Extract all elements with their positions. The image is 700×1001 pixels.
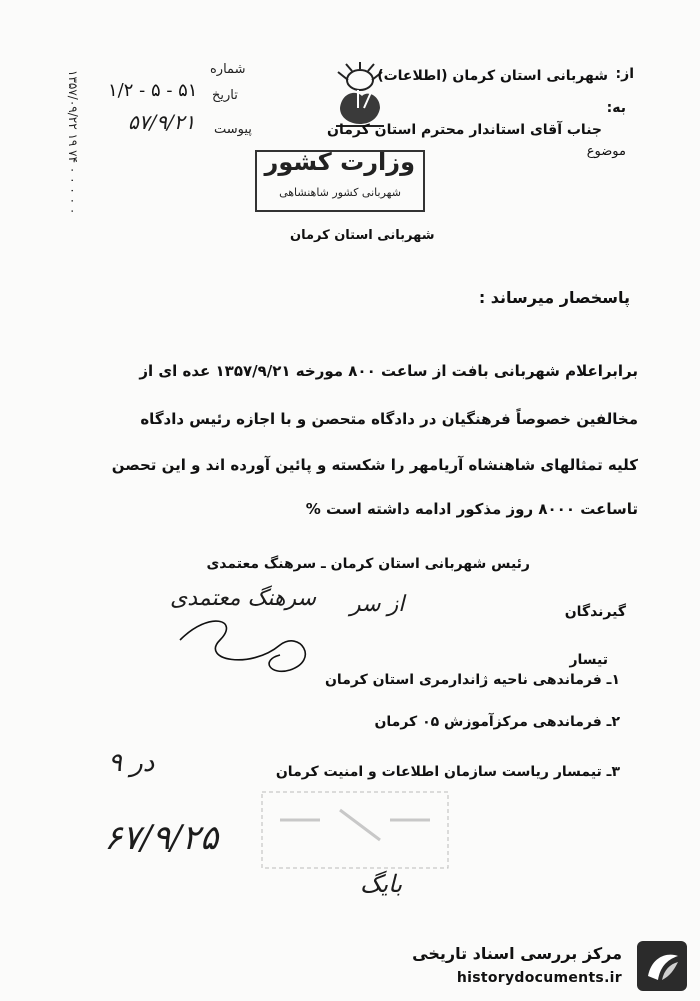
from-label: از: <box>615 66 634 82</box>
faded-stamp-mark <box>260 790 450 870</box>
date-value: ۵۷/۹/۲۱ <box>128 110 196 134</box>
handwritten-initials: از سر <box>350 592 405 617</box>
signature-flourish <box>170 600 410 680</box>
signature-title: رئیس شهربانی استان کرمان ـ سرهنگ معتمدی <box>206 556 530 572</box>
margin-archive-code: ۱۳۵۷/۰۹/۲۲ ۱۹ ۷۴ ۰ ۰ ۰ ۰ ۰ <box>66 70 80 215</box>
handwritten-signature: سرهنگ معتمدی <box>170 586 317 611</box>
issuer-line: شهربانی استان کرمان <box>290 228 435 243</box>
margin-note-hand: در ۹ <box>108 748 155 778</box>
body-line: کلیه تمثالهای شاهنشاه آریامهر را شکسته و پائین آورده اند و این تحصن <box>111 456 638 474</box>
date-label: تاریخ <box>212 88 238 103</box>
to-value: جناب آقای استاندار محترم استان کرمان <box>327 122 602 138</box>
recipients-label: گیرندگان <box>564 604 626 620</box>
body-line: تاساعت ۸۰۰۰ روز مذکور ادامه داشته است % <box>305 500 638 518</box>
margin-date-hand: ۶۷/۹/۲۵ <box>104 818 219 858</box>
archive-logo-icon <box>636 940 688 992</box>
cc-label: تیسار <box>569 652 608 668</box>
watermark-url[interactable]: historydocuments.ir <box>456 970 622 986</box>
body-line: برابراعلام شهربانی بافت از ساعت ۸۰۰ مورخه ۱۳۵۷/۹/۲۱ عده ای از <box>139 362 638 380</box>
attachment-label: پیوست <box>214 122 252 137</box>
body-line: مخالفین خصوصاً فرهنگیان در دادگاه متحصن و با اجازه رئیس دادگاه <box>140 410 638 428</box>
cc-line: ۳ـ تیمسار ریاست سازمان اطلاعات و امنیت کرمان <box>275 764 620 780</box>
watermark-site-name: مرکز بررسی اسناد تاریخی <box>412 944 622 963</box>
salutation: پاسخصار میرساند : <box>478 288 630 307</box>
stamp-subtitle: شهربانی کشور شاهنشاهی <box>279 186 401 199</box>
from-value: شهربانی استان کرمان (اطلاعات) <box>377 68 608 84</box>
stamp-title: وزارت کشور <box>264 148 415 176</box>
number-label: شماره <box>210 62 246 77</box>
cc-line: ۱ـ فرماندهی ناحیه ژاندارمری استان کرمان <box>324 672 620 688</box>
subject-label: موضوع <box>586 144 626 159</box>
number-value: ۵۱ - ۵ - ۱/۲ <box>108 80 198 101</box>
to-label: به: <box>606 100 626 116</box>
cc-line: ۲ـ فرماندهی مرکزآموزش ۰۵ کرمان <box>374 714 620 730</box>
bottom-note-hand: بایگ <box>360 870 403 898</box>
